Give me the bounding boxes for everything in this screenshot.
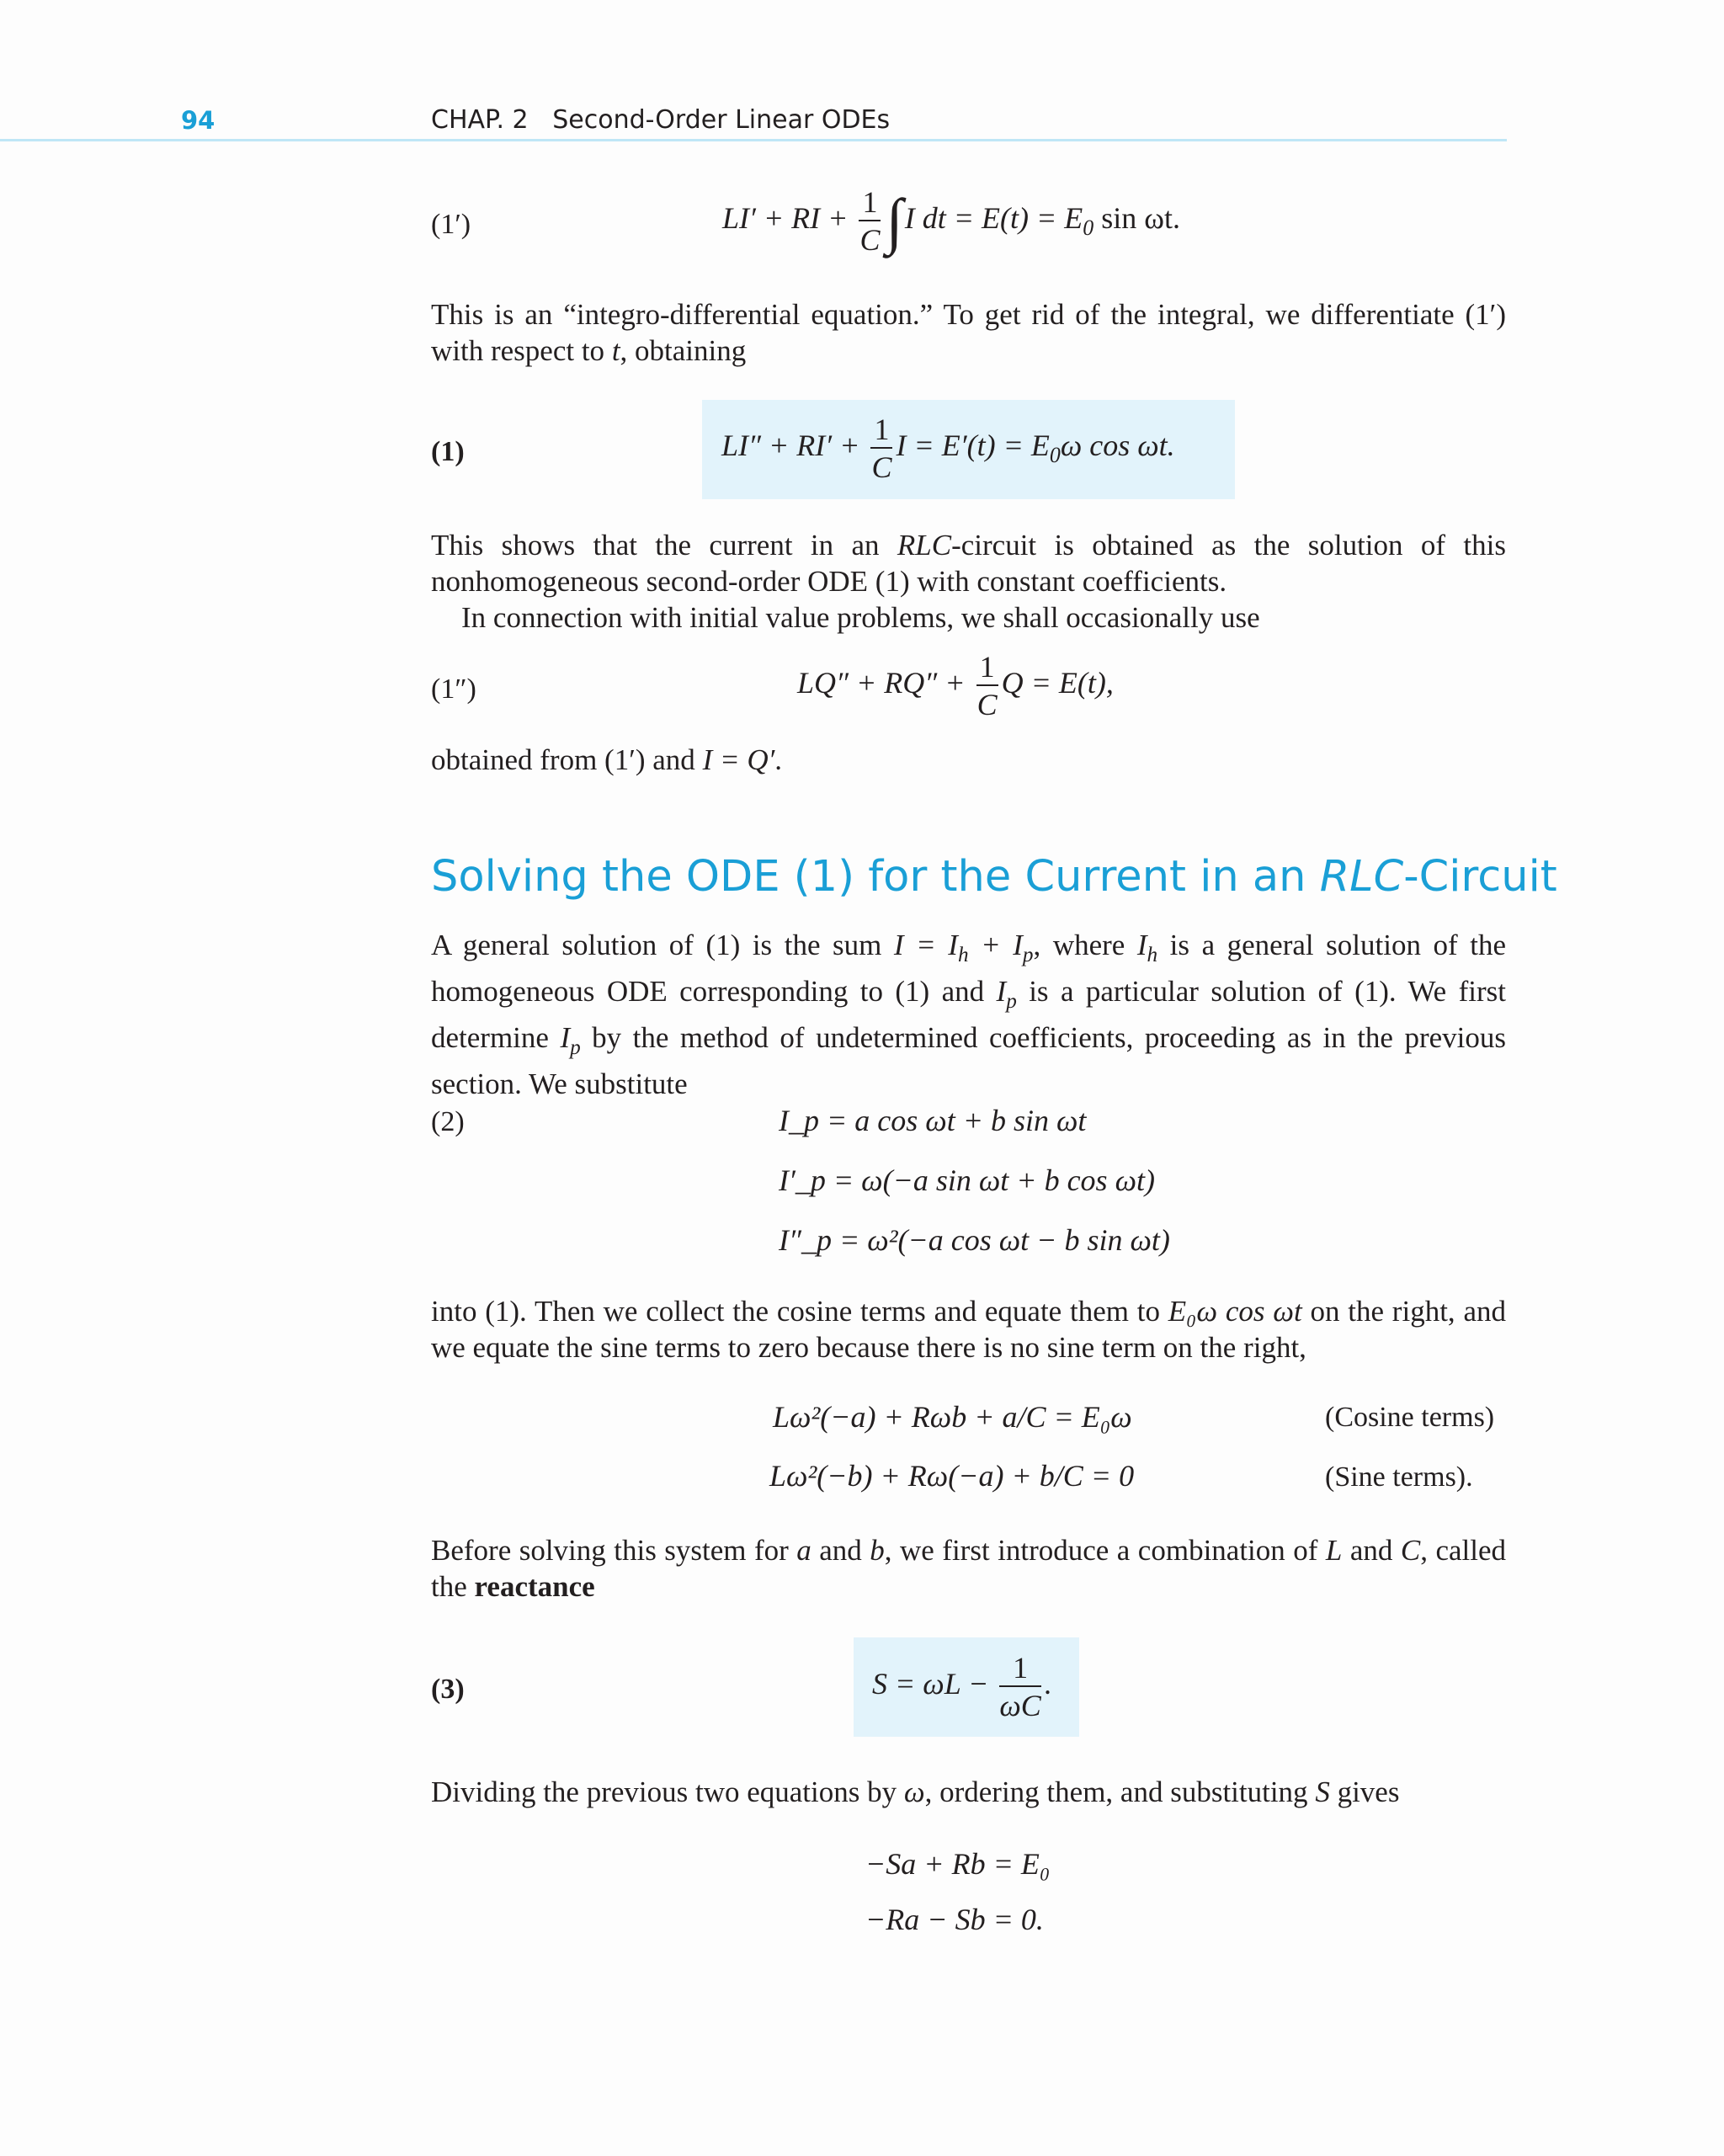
- math-var: RLC: [897, 529, 952, 562]
- text: is a particular solution of (1). We first determine: [431, 975, 1506, 1054]
- text: Before solving this system for: [431, 1534, 797, 1567]
- system1-note1: (Cosine terms): [1325, 1402, 1495, 1433]
- text: This is an “integro-differential equation.” To get rid of the integral, we differentiate (1′) with respect to: [431, 298, 1506, 367]
- text: -circuit is obtained as the solution of this nonhomogeneous second-order ODE (1) with constant coefficients.: [431, 529, 1506, 598]
- math: I: [996, 975, 1007, 1008]
- system1-eq1: Lω²(−a) + Rωb + a/C = E₀ω: [773, 1400, 1132, 1434]
- text: obtained from (1′) and: [431, 743, 703, 776]
- text: A general solution of (1) is the sum: [431, 929, 894, 961]
- denominator: C: [871, 450, 892, 484]
- text: This shows that the current in an: [431, 529, 897, 562]
- text: into (1). Then we collect the cosine terms and equate them to: [431, 1295, 1168, 1328]
- paragraph-3: [431, 742, 1506, 778]
- eq-lhs: LI′ + RI +: [722, 200, 856, 235]
- math-var: b: [870, 1534, 885, 1567]
- eq-label-1: (1): [431, 436, 465, 467]
- equation-3: [872, 1653, 1052, 1721]
- eq-label-1prime: (1′): [431, 209, 471, 240]
- text: , obtaining: [620, 334, 747, 367]
- text: , called the: [431, 1534, 1506, 1603]
- numerator: 1: [859, 187, 881, 221]
- eq-tail: .: [1044, 1666, 1052, 1701]
- text: gives: [1329, 1775, 1400, 1808]
- equation-2-line2: I′_p = ω(−a sin ωt + b cos ωt): [779, 1163, 1155, 1197]
- paragraph-5: [431, 1293, 1506, 1365]
- math: E₀ω cos ωt: [1168, 1295, 1302, 1328]
- subscript: 0: [1083, 215, 1094, 240]
- math-var: a: [796, 1534, 811, 1567]
- math-var: L: [1325, 1534, 1343, 1567]
- math: + I: [968, 929, 1023, 961]
- text: In connection with initial value problems, we shall occasionally use: [461, 601, 1260, 634]
- denominator: C: [859, 223, 881, 257]
- text: on the right, and we equate the sine terms to zero because there is no sine term on the right,: [431, 1295, 1506, 1364]
- math: I: [560, 1021, 571, 1054]
- page-number: 94: [181, 106, 216, 135]
- denominator: ωC: [999, 1689, 1041, 1722]
- text: is a general solution of the homogeneous ODE corresponding to (1) and: [431, 929, 1506, 1008]
- fraction: [870, 414, 892, 482]
- text: , ordering them, and substituting: [924, 1775, 1316, 1808]
- math-var: S: [1315, 1775, 1330, 1808]
- text: and: [1342, 1534, 1401, 1567]
- denominator: C: [976, 688, 998, 721]
- math-var: C: [1400, 1534, 1421, 1567]
- running-header: CHAP. 2 Second-Order Linear ODEs: [431, 105, 891, 135]
- system2-eq1: −Sa + Rb = E₀: [865, 1847, 1051, 1881]
- text: , where: [1033, 929, 1137, 961]
- equation-1: [721, 414, 1175, 482]
- integral-sign: ∫: [886, 186, 903, 256]
- eq-rest: Q = E(t),: [1001, 665, 1114, 700]
- math: I = Q′: [702, 743, 775, 776]
- system2-eq2: −Ra − Sb = 0.: [865, 1903, 1044, 1936]
- fraction: [976, 652, 998, 720]
- subscript: 0: [1049, 442, 1061, 467]
- paragraph-4: [431, 927, 1506, 1102]
- math-sub: h: [957, 944, 969, 966]
- paragraph-7: [431, 1774, 1506, 1810]
- defined-term: reactance: [474, 1570, 595, 1603]
- math-sub: p: [570, 1036, 581, 1059]
- header-rule: [0, 139, 1507, 141]
- text: , we first introduce a combination of: [884, 1534, 1326, 1567]
- equation-1dprime: [797, 652, 1114, 720]
- paragraph-2: [431, 527, 1506, 636]
- text: Dividing the previous two equations by: [431, 1775, 904, 1808]
- eq-rest: I dt = E(t) = E: [904, 200, 1083, 235]
- math-sub: p: [1006, 990, 1017, 1013]
- eq-label-2: (2): [431, 1106, 465, 1137]
- eq-tail: sin ωt.: [1093, 200, 1180, 235]
- paragraph-6: [431, 1532, 1506, 1605]
- heading-italic: RLC: [1319, 852, 1404, 902]
- equation-1prime: [722, 187, 1180, 255]
- math-sub: p: [1022, 944, 1034, 966]
- section-heading: [431, 852, 1557, 902]
- heading-text: Solving the ODE (1) for the Current in an: [431, 852, 1320, 902]
- math-var: t: [611, 334, 620, 367]
- paragraph-1: [431, 296, 1506, 369]
- eq-lhs: S = ωL −: [872, 1666, 997, 1701]
- math: I = I: [893, 929, 958, 961]
- equation-2-line3: I″_p = ω²(−a cos ωt − b sin ωt): [779, 1223, 1170, 1257]
- eq-lhs: LQ″ + RQ″ +: [797, 665, 973, 700]
- system1-note2: (Sine terms).: [1325, 1461, 1473, 1493]
- numerator: 1: [999, 1653, 1040, 1687]
- text: .: [774, 743, 783, 776]
- equation-2-line1: I_p = a cos ωt + b sin ωt: [779, 1104, 1087, 1137]
- fraction: [999, 1653, 1040, 1721]
- eq-label-3: (3): [431, 1674, 465, 1705]
- eq-label-1dprime: (1″): [431, 673, 476, 705]
- math: I: [1136, 929, 1147, 961]
- eq-rest: I = E′(t) = E: [896, 428, 1050, 462]
- text: and: [811, 1534, 870, 1567]
- system1-eq2: Lω²(−b) + Rω(−a) + b/C = 0: [769, 1459, 1135, 1493]
- heading-text: -Circuit: [1403, 852, 1557, 902]
- text: by the method of undetermined coefficients, proceeding as in the previous section. We substitute: [431, 1021, 1506, 1100]
- eq-tail: ω cos ωt.: [1060, 428, 1175, 462]
- fraction: [859, 187, 881, 255]
- numerator: 1: [870, 414, 892, 449]
- math-sub: h: [1147, 944, 1158, 966]
- eq-lhs: LI″ + RI′ +: [721, 428, 868, 462]
- math-var: ω: [903, 1775, 925, 1808]
- numerator: 1: [976, 652, 998, 686]
